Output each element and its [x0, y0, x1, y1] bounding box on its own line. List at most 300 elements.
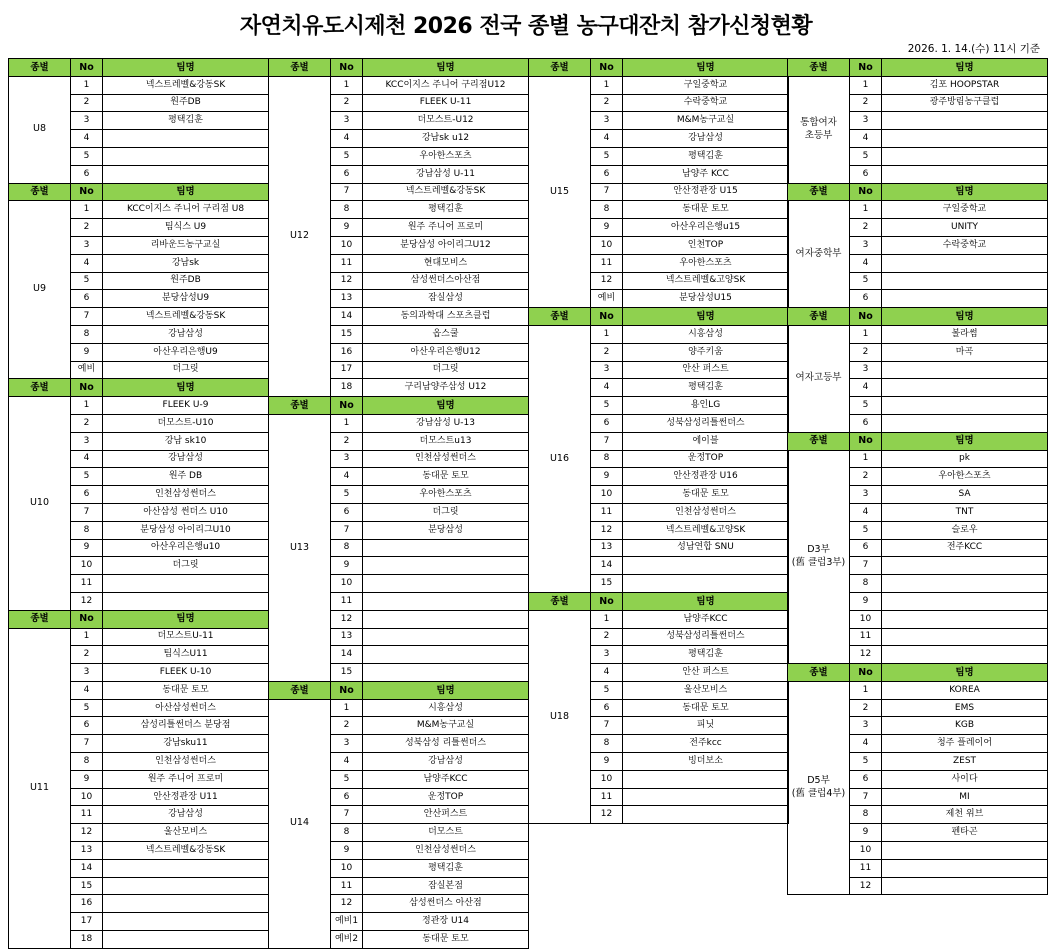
entry-number: 5: [850, 521, 882, 539]
entry-number: 4: [591, 664, 623, 682]
team-name: 아산삼성썬더스: [103, 699, 269, 717]
entry-number: 3: [71, 664, 103, 682]
entry-number: 6: [591, 699, 623, 717]
team-name: [882, 610, 1048, 628]
entry-number: 15: [71, 877, 103, 895]
team-name: 안산 퍼스트: [623, 664, 789, 682]
entry-number: 3: [850, 717, 882, 735]
header-team: 팀명: [103, 59, 269, 77]
team-name: 삼성썬더스아산점: [363, 272, 529, 290]
header-no: No: [591, 308, 623, 326]
team-name: 옵스쿨: [363, 325, 529, 343]
team-name: KCC이지스 주니어 구리점U12: [363, 76, 529, 94]
team-name: 분당삼성 아이리그U10: [103, 521, 269, 539]
header-team: 팀명: [103, 379, 269, 397]
entry-number: 15: [331, 325, 363, 343]
team-name: [103, 859, 269, 877]
team-name: [103, 913, 269, 931]
group-header-row: [529, 592, 789, 610]
group-header-row: [9, 59, 269, 77]
roster-table: [787, 58, 1048, 895]
team-name: [103, 575, 269, 593]
entry-number: 15: [331, 664, 363, 682]
team-name: 정관장 U14: [363, 913, 529, 931]
header-no: No: [331, 397, 363, 415]
team-name: 우아한스포츠: [882, 468, 1048, 486]
category-cell: U13: [269, 414, 331, 681]
team-name: 강남 sk10: [103, 432, 269, 450]
header-team: 팀명: [882, 308, 1048, 326]
table-row: [269, 699, 529, 717]
entry-number: 10: [850, 842, 882, 860]
entry-number: 8: [850, 806, 882, 824]
as-of-date: 2026. 1. 14.(수) 11시 기준: [907, 43, 1040, 55]
team-name: 잠실본점: [363, 877, 529, 895]
roster-table: [8, 58, 269, 949]
group-header-row: [9, 183, 269, 201]
group-header-row: [529, 59, 789, 77]
entry-number: 9: [850, 592, 882, 610]
header-category: 종별: [269, 397, 331, 415]
entry-number: 9: [331, 557, 363, 575]
group-header-row: [788, 183, 1048, 201]
category-cell: U14: [269, 699, 331, 948]
team-name: 강남삼성: [103, 325, 269, 343]
team-name: [882, 165, 1048, 183]
group-header-row: [788, 664, 1048, 682]
team-name: 넥스트레벨&강동SK: [363, 183, 529, 201]
entry-number: 4: [331, 753, 363, 771]
entry-number: 5: [71, 272, 103, 290]
entry-number: 2: [71, 414, 103, 432]
team-name: 삼성리틀썬더스 분당점: [103, 717, 269, 735]
entry-number: 7: [71, 503, 103, 521]
entry-number: 18: [71, 931, 103, 949]
team-name: KCC이지스 주니어 구리점 U8: [103, 201, 269, 219]
header-category: 종별: [788, 183, 850, 201]
team-name: 넥스트레벨&강동SK: [103, 76, 269, 94]
header-category: 종별: [9, 610, 71, 628]
team-name: 빙더보소: [623, 753, 789, 771]
entry-number: 2: [591, 628, 623, 646]
team-name: 더모스트-U12: [363, 112, 529, 130]
team-name: 넥스트레벨&강동SK: [103, 842, 269, 860]
team-name: 성남연합 SNU: [623, 539, 789, 557]
entry-number: 11: [591, 503, 623, 521]
team-name: M&M농구교실: [363, 717, 529, 735]
team-name: [363, 664, 529, 682]
team-name: [363, 610, 529, 628]
team-name: TNT: [882, 503, 1048, 521]
entry-number: 2: [591, 343, 623, 361]
entry-number: 1: [850, 325, 882, 343]
table-row: [529, 610, 789, 628]
entry-number: 12: [331, 895, 363, 913]
header-no: No: [850, 183, 882, 201]
header-category: 종별: [788, 432, 850, 450]
team-name: M&M농구교실: [623, 112, 789, 130]
team-name: 더그릿: [103, 361, 269, 379]
team-name: [882, 147, 1048, 165]
team-name: 평택김훈: [623, 147, 789, 165]
entry-number: 8: [331, 539, 363, 557]
entry-number: 6: [850, 770, 882, 788]
header-no: No: [850, 308, 882, 326]
entry-number: 7: [331, 183, 363, 201]
entry-number: 5: [591, 681, 623, 699]
category-cell: 통합여자 초등부: [788, 76, 850, 183]
entry-number: 4: [850, 254, 882, 272]
team-name: 더그릿: [363, 361, 529, 379]
group-header-row: [788, 432, 1048, 450]
team-name: UNITY: [882, 219, 1048, 237]
team-name: [882, 628, 1048, 646]
header-no: No: [850, 664, 882, 682]
entry-number: 4: [71, 681, 103, 699]
team-name: 펜타곤: [882, 824, 1048, 842]
entry-number: 5: [591, 147, 623, 165]
entry-number: 3: [331, 450, 363, 468]
entry-number: 5: [71, 699, 103, 717]
entry-number: 9: [71, 770, 103, 788]
header-no: No: [71, 59, 103, 77]
team-name: [882, 379, 1048, 397]
category-cell: U8: [9, 76, 71, 183]
team-name: 운정TOP: [623, 450, 789, 468]
team-name: 구일중학교: [623, 76, 789, 94]
team-name: 청주 플레이어: [882, 735, 1048, 753]
entry-number: 4: [331, 130, 363, 148]
entry-number: 14: [331, 646, 363, 664]
entry-number: 1: [850, 450, 882, 468]
entry-number: 6: [591, 414, 623, 432]
team-name: 수락중학교: [882, 236, 1048, 254]
table-row: [9, 628, 269, 646]
team-name: 슬로우: [882, 521, 1048, 539]
team-name: 분당삼성: [363, 521, 529, 539]
team-name: 평택김훈: [363, 859, 529, 877]
team-name: 아산우리은행u10: [103, 539, 269, 557]
team-name: 우아한스포츠: [363, 147, 529, 165]
entry-number: 5: [331, 486, 363, 504]
entry-number: 11: [850, 859, 882, 877]
team-name: [882, 859, 1048, 877]
entry-number: 1: [331, 76, 363, 94]
team-name: 김포 HOOPSTAR: [882, 76, 1048, 94]
entry-number: 3: [71, 236, 103, 254]
entry-number: 8: [71, 325, 103, 343]
team-name: 에이블: [623, 432, 789, 450]
entry-number: 9: [850, 824, 882, 842]
team-name: 수락중학교: [623, 94, 789, 112]
team-name: 동의과학대 스포츠클럽: [363, 308, 529, 326]
team-name: 성북삼성리틀썬더스: [623, 628, 789, 646]
entry-number: 4: [591, 379, 623, 397]
entry-number: 6: [71, 486, 103, 504]
entry-number: 12: [591, 806, 623, 824]
entry-number: 2: [71, 219, 103, 237]
entry-number: 5: [591, 397, 623, 415]
team-name: 강남삼성 U-13: [363, 414, 529, 432]
team-name: 평택김훈: [623, 646, 789, 664]
table-row: [529, 76, 789, 94]
entry-number: 9: [591, 219, 623, 237]
table-row: [529, 325, 789, 343]
team-name: [882, 575, 1048, 593]
category-cell: U16: [529, 325, 591, 592]
entry-number: 2: [331, 94, 363, 112]
entry-number: 5: [331, 770, 363, 788]
team-name: 성북삼성 리틀썬더스: [363, 735, 529, 753]
team-name: 동대문 토모: [363, 931, 529, 949]
team-name: 강남삼성: [103, 806, 269, 824]
entry-number: 10: [331, 575, 363, 593]
entry-number: 2: [850, 343, 882, 361]
header-no: No: [71, 379, 103, 397]
team-name: 구일중학교: [882, 201, 1048, 219]
entry-number: 2: [71, 646, 103, 664]
entry-number: 1: [71, 397, 103, 415]
page-title: 자연치유도시제천 2026 전국 종별 농구대잔치 참가신청현황: [239, 14, 813, 39]
table-row: [788, 201, 1048, 219]
category-cell: U12: [269, 76, 331, 396]
entry-number: 12: [591, 272, 623, 290]
entry-number: 12: [331, 272, 363, 290]
entry-number: 13: [71, 842, 103, 860]
entry-number: 10: [71, 557, 103, 575]
entry-number: 10: [850, 610, 882, 628]
team-name: 넥스트레벨&강동SK: [103, 308, 269, 326]
entry-number: 6: [71, 165, 103, 183]
team-name: 평택김훈: [363, 201, 529, 219]
entry-number: 14: [71, 859, 103, 877]
entry-number: 7: [591, 183, 623, 201]
category-cell: U18: [529, 610, 591, 824]
team-name: 팀식스 U9: [103, 219, 269, 237]
team-name: KOREA: [882, 681, 1048, 699]
entry-number: 10: [591, 770, 623, 788]
team-name: 강남삼성: [363, 753, 529, 771]
group-header-row: [269, 397, 529, 415]
entry-number: 16: [71, 895, 103, 913]
entry-number: 12: [850, 646, 882, 664]
group-header-row: [9, 379, 269, 397]
header-team: 팀명: [363, 397, 529, 415]
team-name: 동대문 토모: [623, 486, 789, 504]
team-name: 안산정관장 U11: [103, 788, 269, 806]
entry-number: 1: [71, 628, 103, 646]
entry-number: 13: [331, 290, 363, 308]
roster-table: [528, 58, 789, 824]
header-team: 팀명: [363, 59, 529, 77]
header-team: 팀명: [882, 432, 1048, 450]
team-name: 리바운드농구교실: [103, 236, 269, 254]
header-category: 종별: [788, 59, 850, 77]
team-name: [882, 130, 1048, 148]
team-name: [882, 414, 1048, 432]
team-name: [363, 646, 529, 664]
team-name: [103, 130, 269, 148]
table-row: [9, 201, 269, 219]
entry-number: 4: [850, 735, 882, 753]
team-name: 원주 주니어 프로미: [103, 770, 269, 788]
entry-number: 4: [71, 130, 103, 148]
team-name: [882, 397, 1048, 415]
team-name: 팀식스U11: [103, 646, 269, 664]
header-category: 종별: [788, 664, 850, 682]
team-name: EMS: [882, 699, 1048, 717]
entry-number: 1: [591, 325, 623, 343]
header-no: No: [850, 59, 882, 77]
team-name: 잠실삼성: [363, 290, 529, 308]
header-team: 팀명: [103, 183, 269, 201]
entry-number: 4: [850, 130, 882, 148]
team-name: 동대문 토모: [623, 699, 789, 717]
group-header-row: [269, 681, 529, 699]
team-name: [623, 770, 789, 788]
entry-number: 4: [850, 379, 882, 397]
entry-number: 5: [850, 397, 882, 415]
group-header-row: [788, 59, 1048, 77]
team-name: 광주방림농구클럽: [882, 94, 1048, 112]
team-name: 마곡: [882, 343, 1048, 361]
entry-number: 2: [850, 699, 882, 717]
entry-number: 9: [71, 539, 103, 557]
header-category: 종별: [9, 183, 71, 201]
entry-number: 10: [591, 236, 623, 254]
header-category: 종별: [529, 308, 591, 326]
entry-number: 예비2: [331, 931, 363, 949]
team-name: 안산퍼스트: [363, 806, 529, 824]
entry-number: 1: [331, 699, 363, 717]
team-name: [623, 806, 789, 824]
team-name: 구리남양주삼성 U12: [363, 379, 529, 397]
entry-number: 3: [71, 112, 103, 130]
entry-number: 2: [331, 432, 363, 450]
entry-number: 6: [850, 290, 882, 308]
team-name: 사이다: [882, 770, 1048, 788]
header-team: 팀명: [623, 308, 789, 326]
entry-number: 16: [331, 343, 363, 361]
team-name: 피닛: [623, 717, 789, 735]
entry-number: 3: [850, 486, 882, 504]
header-category: 종별: [788, 308, 850, 326]
header-team: 팀명: [363, 681, 529, 699]
entry-number: 7: [71, 735, 103, 753]
entry-number: 8: [71, 753, 103, 771]
team-name: 넥스트레벨&고양SK: [623, 272, 789, 290]
team-name: [882, 646, 1048, 664]
team-name: 원주 DB: [103, 468, 269, 486]
team-name: [882, 361, 1048, 379]
table-row: [788, 681, 1048, 699]
team-name: 아산우리은행U12: [363, 343, 529, 361]
team-name: 더그릿: [103, 557, 269, 575]
team-name: 운정TOP: [363, 788, 529, 806]
team-name: FLEEK U-9: [103, 397, 269, 415]
entry-number: 18: [331, 379, 363, 397]
team-name: 전주kcc: [623, 735, 789, 753]
header-team: 팀명: [623, 592, 789, 610]
entry-number: 13: [331, 628, 363, 646]
team-name: 더모스트U-11: [103, 628, 269, 646]
header-no: No: [850, 432, 882, 450]
team-name: 동대문 토모: [623, 201, 789, 219]
entry-number: 5: [71, 147, 103, 165]
team-name: [103, 165, 269, 183]
category-cell: U15: [529, 76, 591, 307]
table-row: [269, 76, 529, 94]
entry-number: 12: [850, 877, 882, 895]
entry-number: 11: [331, 254, 363, 272]
entry-number: 10: [71, 788, 103, 806]
group-header-row: [788, 308, 1048, 326]
entry-number: 예비: [71, 361, 103, 379]
entry-number: 3: [850, 361, 882, 379]
entry-number: 17: [331, 361, 363, 379]
team-name: 인천삼성썬더스: [103, 486, 269, 504]
entry-number: 7: [331, 806, 363, 824]
entry-number: 11: [331, 592, 363, 610]
entry-number: 3: [850, 112, 882, 130]
team-name: [882, 877, 1048, 895]
team-name: 우아한스포츠: [623, 254, 789, 272]
entry-number: 1: [331, 414, 363, 432]
team-name: FLEEK U-10: [103, 664, 269, 682]
entry-number: 5: [850, 272, 882, 290]
header-team: 팀명: [882, 183, 1048, 201]
team-name: [882, 842, 1048, 860]
entry-number: 7: [331, 521, 363, 539]
team-name: 원주 주니어 프로미: [363, 219, 529, 237]
team-name: 인천삼성썬더스: [363, 450, 529, 468]
header-no: No: [71, 183, 103, 201]
team-name: 안산정관장 U16: [623, 468, 789, 486]
team-name: [623, 557, 789, 575]
entry-number: 1: [71, 201, 103, 219]
entry-number: 11: [591, 254, 623, 272]
group-header-row: [9, 610, 269, 628]
entry-number: 8: [71, 521, 103, 539]
entry-number: 6: [331, 165, 363, 183]
team-name: 현대모비스: [363, 254, 529, 272]
entry-number: 6: [71, 717, 103, 735]
team-name: [363, 575, 529, 593]
header-no: No: [591, 59, 623, 77]
entry-number: 2: [591, 94, 623, 112]
entry-number: 9: [591, 468, 623, 486]
entry-number: 5: [850, 147, 882, 165]
entry-number: 7: [71, 308, 103, 326]
entry-number: 8: [331, 201, 363, 219]
entry-number: 10: [331, 859, 363, 877]
team-name: 동대문 토모: [363, 468, 529, 486]
team-name: 더그릿: [363, 503, 529, 521]
header-no: No: [591, 592, 623, 610]
entry-number: 9: [591, 753, 623, 771]
team-name: pk: [882, 450, 1048, 468]
team-name: 볼라썸: [882, 325, 1048, 343]
team-name: [882, 272, 1048, 290]
team-name: 강남삼성: [623, 130, 789, 148]
team-name: [363, 539, 529, 557]
entry-number: 2: [331, 717, 363, 735]
entry-number: 6: [591, 165, 623, 183]
team-name: 안산 퍼스트: [623, 361, 789, 379]
team-name: 넥스트레벨&고양SK: [623, 521, 789, 539]
entry-number: 14: [591, 557, 623, 575]
category-cell: 여자중학부: [788, 201, 850, 308]
